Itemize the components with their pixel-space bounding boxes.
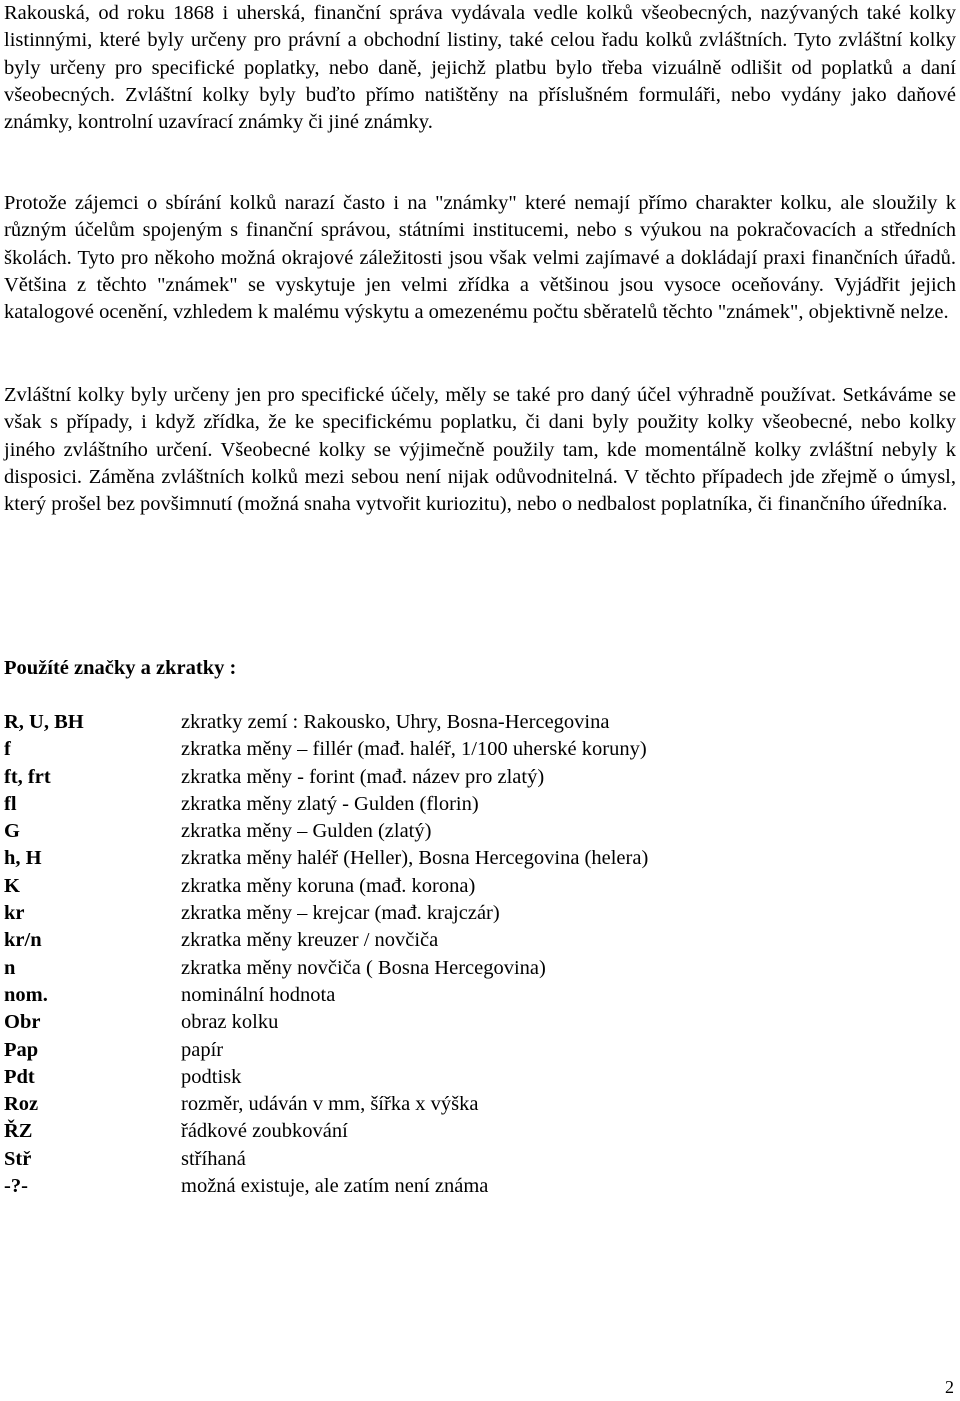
paragraph-usage: Zvláštní kolky byly určeny jen pro specifické účely, měly se také pro daný účel výhradně používat. Setkáváme se však s případy, i když zřídka, že ke specifickému poplatku, či dani byly použity kolky všeobecné, nebo kolky jiného zvláštního určení. Všeobecné kolky se výjimečně použily tam, kde momentálně kolky zvláštní nebyly k disposici. Záměna zvláštních kolků mezi sebou není nijak odůvodnitelná. V těchto případech jde zřejmě o úmysl, který prošel bez povšimnutí (možná snaha vytvořit kuriozitu), nebo o nedbalost poplatníka, či finančního úředníka. xyxy=(4,384,956,516)
abbreviation-key: G xyxy=(4,820,20,843)
abbreviation-meaning: zkratka měny – krejcar (mađ. krajczár) xyxy=(181,902,500,925)
abbreviation-meaning: papír xyxy=(181,1038,224,1061)
abbreviation-meaning: zkratka měny koruna (mađ. korona) xyxy=(181,874,476,897)
abbreviations-list xyxy=(4,709,956,1200)
abbreviation-row xyxy=(4,873,956,900)
abbreviation-meaning: zkratka měny novčiča ( Bosna Hercegovina) xyxy=(181,956,546,979)
abbreviation-key: h, H xyxy=(4,847,42,870)
abbreviation-key: f xyxy=(4,738,11,761)
abbreviation-key: Roz xyxy=(4,1093,39,1116)
abbreviations-heading: Použíté značky a zkratky : xyxy=(4,657,237,679)
abbreviation-meaning: nominální hodnota xyxy=(181,983,336,1006)
abbreviation-key: kr xyxy=(4,902,25,925)
abbreviation-key: nom. xyxy=(4,983,48,1006)
abbreviation-key: Pdt xyxy=(4,1065,35,1088)
abbreviation-row xyxy=(4,764,956,791)
abbreviation-row xyxy=(4,709,956,736)
abbreviation-row xyxy=(4,1009,956,1036)
abbreviation-row xyxy=(4,818,956,845)
abbreviation-row xyxy=(4,927,956,954)
abbreviation-row xyxy=(4,1146,956,1173)
abbreviation-row xyxy=(4,1118,956,1145)
abbreviation-meaning: zkratka měny zlatý - Gulden (florin) xyxy=(181,792,479,815)
paragraph-intro: Rakouská, od roku 1868 i uherská, finanční správa vydávala vedle kolků všeobecných, nazývaných také kolky listinnými, které byly určeny pro právní a obchodní listiny, také celou řadu kolků zvláštních. Tyto zvláštní kolky byly určeny pro specifické poplatky, nebo daně, jejichž platbu bylo třeba vizuálně odlišit od poplatků a daní všeobecných. Zvláštní kolky byly buďto přímo natištěny na příslušném formuláři, nebo vydány jako daňové známky, kontrolní uzavírací známky či jiné známky. xyxy=(4,2,956,134)
abbreviation-key: ft, frt xyxy=(4,765,51,788)
abbreviation-row xyxy=(4,1091,956,1118)
abbreviation-key: K xyxy=(4,874,20,897)
abbreviation-meaning: obraz kolku xyxy=(181,1011,279,1034)
abbreviation-row xyxy=(4,845,956,872)
abbreviation-key: ŘZ xyxy=(4,1120,33,1143)
abbreviation-key: -?- xyxy=(4,1175,28,1198)
abbreviation-meaning: zkratka měny – Gulden (zlatý) xyxy=(181,820,432,843)
abbreviation-key: Obr xyxy=(4,1011,41,1034)
abbreviation-meaning: možná existuje, ale zatím není známa xyxy=(181,1175,489,1198)
abbreviation-row xyxy=(4,1064,956,1091)
abbreviation-key: R, U, BH xyxy=(4,711,84,733)
abbreviation-key: Pap xyxy=(4,1038,39,1061)
abbreviation-meaning: zkratky zemí : Rakousko, Uhry, Bosna-Hercegovina xyxy=(181,711,610,733)
abbreviation-meaning: zkratka měny kreuzer / novčiča xyxy=(181,929,439,952)
abbreviation-row xyxy=(4,955,956,982)
abbreviation-meaning: podtisk xyxy=(181,1065,242,1088)
abbreviation-row xyxy=(4,900,956,927)
abbreviation-meaning: řádkové zoubkování xyxy=(181,1120,348,1143)
abbreviation-meaning: zkratka měny – fillér (mađ. haléř, 1/100 uherské koruny) xyxy=(181,738,647,761)
abbreviation-meaning: zkratka měny haléř (Heller), Bosna Hercegovina (helera) xyxy=(181,847,649,870)
abbreviation-row xyxy=(4,1037,956,1064)
page-number: 2 xyxy=(945,1377,954,1397)
abbreviation-row xyxy=(4,736,956,763)
abbreviation-meaning: stříhaná xyxy=(181,1147,246,1170)
abbreviation-row xyxy=(4,982,956,1009)
abbreviation-key: kr/n xyxy=(4,929,42,952)
abbreviation-key: n xyxy=(4,956,16,979)
abbreviation-meaning: zkratka měny - forint (mađ. název pro zlatý) xyxy=(181,765,545,788)
abbreviation-row xyxy=(4,1173,956,1200)
abbreviation-row xyxy=(4,791,956,818)
abbreviation-meaning: rozměr, udáván v mm, šířka x výška xyxy=(181,1093,479,1116)
abbreviation-key: Stř xyxy=(4,1147,32,1170)
abbreviation-key: fl xyxy=(4,792,17,815)
paragraph-collecting: Protože zájemci o sbírání kolků narazí často i na "známky" které nemají přímo charakter kolku, ale sloužily k různým účelům spojeným s finanční správou, státními institucemi, nebo s výukou na pokračovacích a středních školách. Tyto pro někoho možná okrajové záležitosti jsou však velmi zajímavé a dokládají praxi finančních úřadů. Většina z těchto "známek" se vyskytuje jen velmi zřídka a většinou jsou vysoce oceňovány. Vyjádřit jejich katalogové ocenění, vzhledem k malému výskytu a omezenému počtu sběratelů těchto "známek", objektivně nelze. xyxy=(4,192,956,324)
